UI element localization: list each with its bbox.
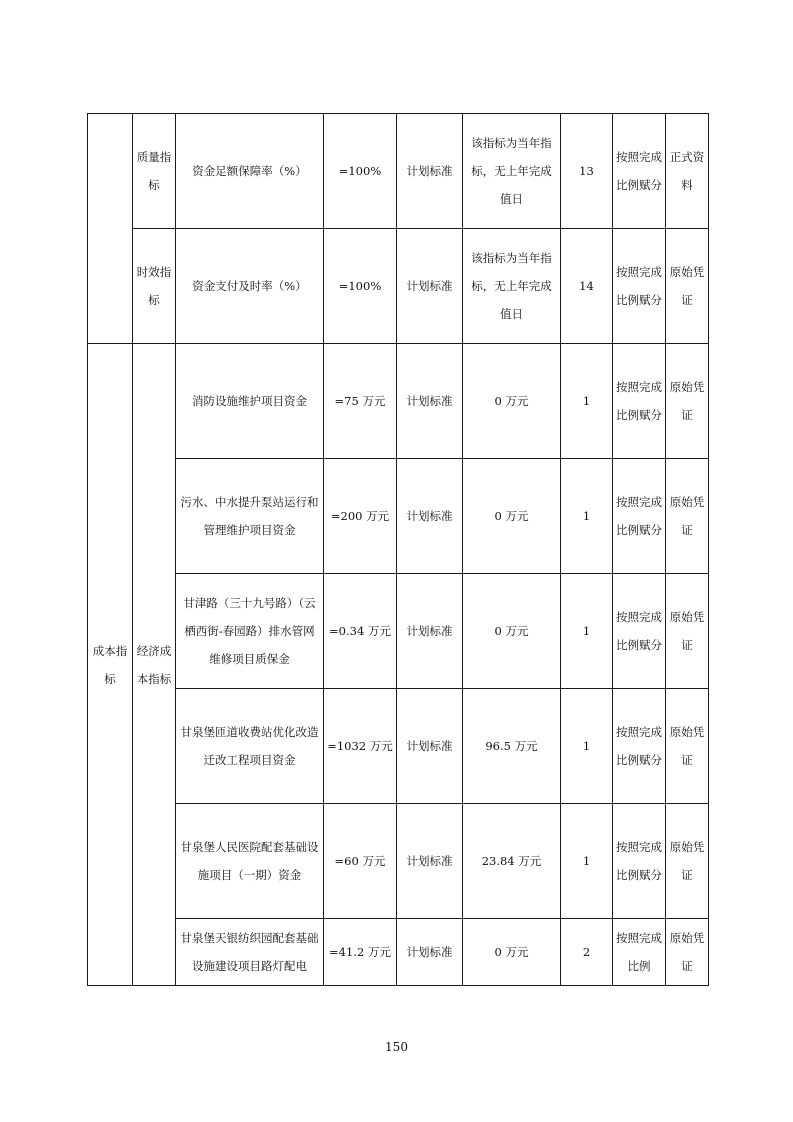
- table-row: [88, 344, 709, 459]
- level2-cell: 质量指标: [133, 114, 176, 229]
- actual-cell: 该指标为当年指标，无上年完成值日: [463, 229, 561, 344]
- level1-cell: 成本指标: [88, 344, 133, 986]
- method-cell: 按照完成比例: [613, 919, 666, 986]
- source-cell: 原始凭证: [666, 804, 709, 919]
- indicator-name-cell: 资金支付及时率（%）: [176, 229, 324, 344]
- source-cell: 原始凭证: [666, 919, 709, 986]
- indicator-name-cell: 甘泉堡人民医院配套基础设施项目（一期）资金: [176, 804, 324, 919]
- basis-cell: 计划标准: [397, 689, 463, 804]
- target-cell: =41.2 万元: [324, 919, 397, 986]
- score-cell: 1: [561, 804, 613, 919]
- basis-cell: 计划标准: [397, 229, 463, 344]
- basis-cell: 计划标准: [397, 459, 463, 574]
- basis-cell: 计划标准: [397, 919, 463, 986]
- basis-cell: 计划标准: [397, 114, 463, 229]
- score-cell: 2: [561, 919, 613, 986]
- table-row: [88, 459, 709, 574]
- method-cell: 按照完成比例赋分: [613, 229, 666, 344]
- table-row: [88, 919, 709, 986]
- level2-cell: 时效指标: [133, 229, 176, 344]
- actual-cell: 该指标为当年指标，无上年完成值日: [463, 114, 561, 229]
- target-cell: =100%: [324, 114, 397, 229]
- score-cell: 1: [561, 574, 613, 689]
- target-cell: =75 万元: [324, 344, 397, 459]
- indicator-name-cell: 甘泉堡匝道收费站优化改造迁改工程项目资金: [176, 689, 324, 804]
- table-row: [88, 574, 709, 689]
- target-cell: =1032 万元: [324, 689, 397, 804]
- source-cell: 原始凭证: [666, 229, 709, 344]
- table-row: [88, 804, 709, 919]
- indicator-name-cell: 污水、中水提升泵站运行和管理维护项目资金: [176, 459, 324, 574]
- indicator-name-cell: 甘泉堡天银纺织园配套基础设施建设项目路灯配电: [176, 919, 324, 986]
- source-cell: 原始凭证: [666, 689, 709, 804]
- actual-cell: 96.5 万元: [463, 689, 561, 804]
- target-cell: =60 万元: [324, 804, 397, 919]
- basis-cell: 计划标准: [397, 804, 463, 919]
- source-cell: 原始凭证: [666, 459, 709, 574]
- actual-cell: 0 万元: [463, 344, 561, 459]
- method-cell: 按照完成比例赋分: [613, 114, 666, 229]
- actual-cell: 0 万元: [463, 919, 561, 986]
- actual-cell: 23.84 万元: [463, 804, 561, 919]
- source-cell: 原始凭证: [666, 344, 709, 459]
- target-cell: =200 万元: [324, 459, 397, 574]
- actual-cell: 0 万元: [463, 459, 561, 574]
- score-cell: 14: [561, 229, 613, 344]
- score-cell: 1: [561, 459, 613, 574]
- indicator-name-cell: 资金足额保障率（%）: [176, 114, 324, 229]
- source-cell: 原始凭证: [666, 574, 709, 689]
- score-cell: 13: [561, 114, 613, 229]
- target-cell: =0.34 万元: [324, 574, 397, 689]
- table-row: [88, 689, 709, 804]
- score-cell: 1: [561, 344, 613, 459]
- score-cell: 1: [561, 689, 613, 804]
- basis-cell: 计划标准: [397, 344, 463, 459]
- performance-table: [87, 113, 709, 986]
- level1-cell-empty: [88, 114, 133, 344]
- table-row: [88, 114, 709, 229]
- indicator-name-cell: 消防设施维护项目资金: [176, 344, 324, 459]
- method-cell: 按照完成比例赋分: [613, 459, 666, 574]
- page-number: 150: [385, 1040, 408, 1054]
- method-cell: 按照完成比例赋分: [613, 574, 666, 689]
- method-cell: 按照完成比例赋分: [613, 689, 666, 804]
- method-cell: 按照完成比例赋分: [613, 344, 666, 459]
- target-cell: =100%: [324, 229, 397, 344]
- table-row: [88, 229, 709, 344]
- indicator-name-cell: 甘津路（三十九号路）（云栖西街-春园路）排水管网维修项目质保金: [176, 574, 324, 689]
- source-cell: 正式资料: [666, 114, 709, 229]
- level2-cell: 经济成本指标: [133, 344, 176, 986]
- actual-cell: 0 万元: [463, 574, 561, 689]
- basis-cell: 计划标准: [397, 574, 463, 689]
- method-cell: 按照完成比例赋分: [613, 804, 666, 919]
